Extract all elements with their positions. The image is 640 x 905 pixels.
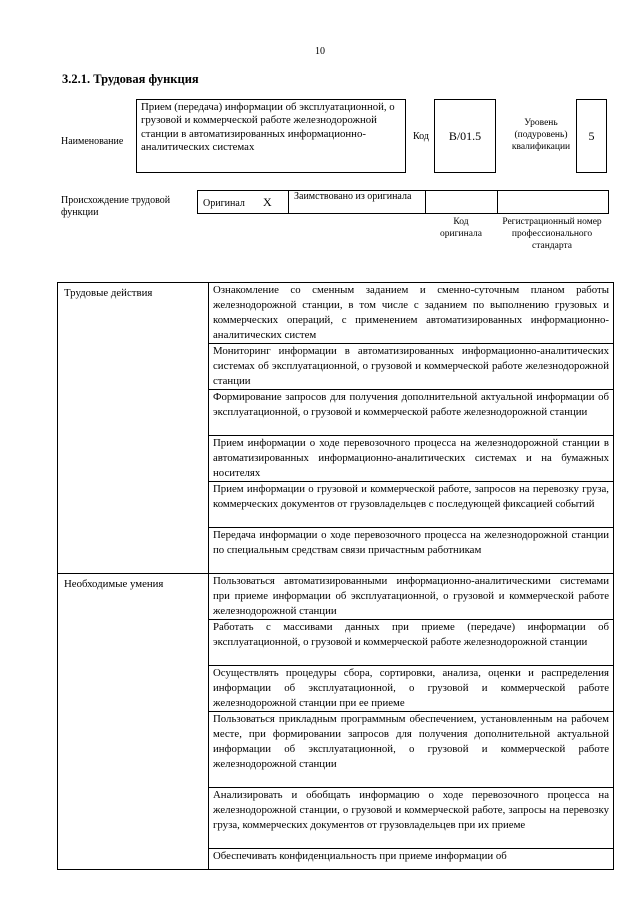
skill-item: Обеспечивать конфиденциальность при приеме информации об xyxy=(209,849,614,870)
function-table xyxy=(57,282,614,870)
function-name-value: Прием (передача) информации об эксплуатационной, о грузовой и коммерческой работе железнодорожной станции в автоматизированных информационно-аналитических системах xyxy=(141,101,395,154)
code-original-caption: Код оригинала xyxy=(440,217,482,239)
action-item: Прием информации о грузовой и коммерческой работе, запросов на перевозку груза, коммерческих документов от грузовладельцев с последующей фиксацией событий xyxy=(209,482,614,528)
skill-item: Работать с массивами данных при приеме (передаче) информации об эксплуатационной, о грузовой и коммерческой работе железнодорожной станции xyxy=(209,620,614,666)
origin-divider-2 xyxy=(425,190,426,214)
origin-divider-3 xyxy=(497,190,498,214)
original-label: Оригинал xyxy=(203,198,245,209)
section-title: 3.2.1. Трудовая функция xyxy=(62,72,199,86)
origin-divider-1 xyxy=(288,190,289,214)
level-label: Уровень (подуровень) квалификации xyxy=(511,118,571,152)
function-name-box xyxy=(136,99,406,173)
name-label: Наименование xyxy=(61,136,124,147)
code-box xyxy=(434,99,496,173)
skill-item: Пользоваться прикладным программным обеспечением, установленным на рабочем месте, при формировании запросов для получения дополнительной актуальной информации об эксплуатационной, о грузовой и коммерческой работе железнодорожной станции xyxy=(209,712,614,788)
skills-label: Необходимые умения xyxy=(58,574,209,870)
table-row xyxy=(58,283,614,344)
origin-label: Происхождение трудовой функции xyxy=(61,195,171,218)
action-item: Ознакомление со сменным заданием и сменно-суточным планом работы железнодорожной станции, в том числе с заданием по выполнению грузовых и коммерческих операций, с применением автоматизированных информационно-аналитических систем xyxy=(209,283,614,344)
code-value: B/01.5 xyxy=(448,128,482,143)
code-label: Код xyxy=(413,131,429,142)
skill-item: Анализировать и обобщать информацию о ходе перевозочного процесса на железнодорожной станции, о грузовой и коммерческой работе, запросы на перевозку груза, коммерческих документов от грузовладельцев при их приеме xyxy=(209,788,614,849)
level-value: 5 xyxy=(588,128,595,143)
action-item: Передача информации о ходе перевозочного процесса на железнодорожной станции по специальным средствам связи причастным работникам xyxy=(209,528,614,574)
skill-item: Пользоваться автоматизированными информационно-аналитическими системами при приеме информации об эксплуатационной, о грузовой и коммерческой работе железнодорожной станции xyxy=(209,574,614,620)
action-item: Прием информации о ходе перевозочного процесса на железнодорожной станции в автоматизированных информационно-аналитических системах и на бумажных носителях xyxy=(209,436,614,482)
borrowed-label: Заимствовано из оригинала xyxy=(294,191,412,202)
action-item: Формирование запросов для получения дополнительной актуальной информации об эксплуатационной, о грузовой и коммерческой работе железнодорожной станции xyxy=(209,390,614,436)
page-number: 10 xyxy=(315,46,325,57)
level-box xyxy=(576,99,607,173)
actions-label: Трудовые действия xyxy=(58,283,209,574)
original-mark: X xyxy=(263,195,272,209)
action-item: Мониторинг информации в автоматизированных информационно-аналитических системах об эксплуатационной, о грузовой и коммерческой работе железнодорожной станции xyxy=(209,344,614,390)
skill-item: Осуществлять процедуры сбора, сортировки, анализа, оценки и распределения информации об эксплуатационной, о грузовой и коммерческой работе железнодорожной станции при ее приеме xyxy=(209,666,614,712)
table-row xyxy=(58,574,614,620)
reg-number-caption: Регистрационный номер профессионального стандарта xyxy=(502,217,602,251)
